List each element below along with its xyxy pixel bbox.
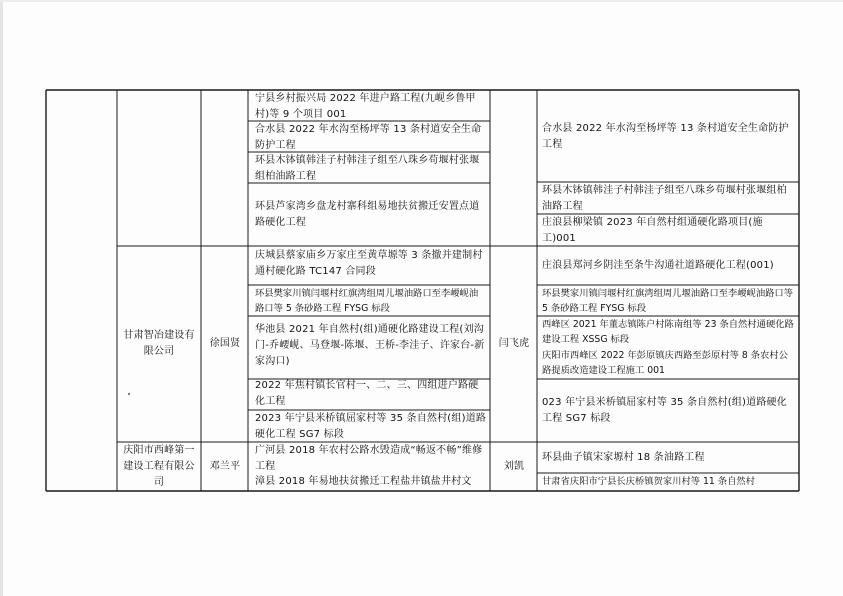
project-name: 023 年宁县米桥镇屈家村等 35 条自然村(组)道路硬化工程 SG7 标段 — [542, 397, 787, 424]
project-cell — [255, 411, 487, 442]
project-cell — [255, 443, 487, 474]
project-name: 环县樊家川镇闫堰村红旗湾组周儿堰油路口至李崾岘油路口等 5 条砂路工程 FYSG 标段 — [542, 288, 794, 314]
reviewer-name — [491, 443, 537, 491]
project-cell — [542, 183, 796, 214]
project-cell — [542, 286, 796, 316]
company-name-text: 甘肃智冶建设有限公司 — [123, 330, 195, 357]
project-cell — [542, 348, 796, 379]
company-name — [121, 246, 197, 442]
project-name: 环县芦家湾乡盘龙村寨科组易地扶贫搬迁安置点道路硬化工程 — [255, 201, 480, 228]
project-name: 西峰区 2021 年董志镇陈户村陈南组等 23 条自然村通硬化路建设工程 XSSG 标段 — [542, 319, 794, 345]
contact-name-text: 邓兰平 — [209, 461, 241, 472]
project-name: 甘肃省庆阳市宁县长庆桥镇贺家川村等 11 条自然村 — [542, 476, 755, 487]
reviewer-name-text: 刘凯 — [503, 461, 525, 472]
project-name: 广河县 2018 年农村公路水毁造成“畅返不畅”维修工程 — [255, 445, 483, 472]
project-cell — [255, 248, 487, 285]
project-cell — [542, 474, 796, 491]
project-cell — [542, 215, 796, 246]
project-cell — [255, 474, 487, 491]
project-name: 庆阳市西峰区 2022 年彭原镇庆西路至彭原村等 8 条农村公路提质改造建设工程施工 001 — [542, 350, 788, 376]
contact-name-text: 徐国贤 — [209, 338, 241, 349]
project-cell — [255, 91, 487, 121]
project-name: 环县樊家川镇闫堰村红旗湾组周儿堰油路口至李崾岘油路口等 5 条砂路工程 FYSG 标段 — [255, 288, 479, 314]
reviewer-name-text: 闫飞虎 — [498, 338, 530, 349]
project-cell — [542, 443, 796, 473]
company-name — [121, 443, 197, 491]
project-cell — [255, 286, 487, 316]
reviewer-name — [491, 246, 537, 442]
project-cell — [255, 153, 487, 183]
project-name: 环县木钵镇韩洼子村韩洼子组至八珠乡苟堰村张堰组柏油路工程 — [542, 185, 787, 212]
project-name: 庄浪县柳梁镇 2023 年自然村组通硬化路项目(施工)001 — [542, 217, 763, 244]
scan-speck — [128, 393, 130, 395]
project-name: 华池县 2021 年自然村(组)通硬化路建设工程(刘沟门-乔崾岘、马登堰-陈堰、王桥-李洼子、许家台-新家沟口) — [255, 324, 485, 367]
company-name-text: 庆阳市西峰第一建设工程有限公司 — [123, 445, 195, 488]
project-name: 宁县乡村振兴局 2022 年进户路工程(九岘乡鲁甲村)等 9 个项目 001 — [255, 93, 476, 120]
project-name: 合水县 2022 年水沟至杨坪等 13 条村道安全生命防护工程 — [542, 122, 789, 150]
project-cell — [542, 317, 796, 348]
project-name: 庄浪县郑河乡阴洼至条牛沟通社道路硬化工程(001) — [542, 260, 774, 271]
project-cell — [542, 380, 796, 442]
project-cell — [255, 184, 487, 246]
project-cell — [255, 380, 487, 410]
contact-name — [202, 246, 248, 442]
project-cell — [255, 322, 487, 379]
contact-name — [202, 443, 248, 491]
project-name: 庆城县蔡家庙乡万家庄至黄草塬等 3 条撤并建制村通村硬化路 TC147 合同段 — [255, 250, 483, 277]
project-cell — [255, 122, 487, 152]
project-name: 2022 年焦村镇长官村一、二、三、四组进户路硬化工程 — [255, 380, 479, 407]
project-cell — [542, 247, 796, 285]
project-name: 环县曲子镇宋家塬村 18 条油路工程 — [542, 452, 705, 463]
project-name: 合水县 2022 年水沟至杨坪等 13 条村道安全生命防护工程 — [255, 124, 482, 151]
project-cell — [542, 91, 796, 182]
project-name: 漳县 2018 年易地扶贫搬迁工程盐井镇盐井村文 — [255, 476, 472, 487]
project-name: 环县木钵镇韩洼子村韩洼子组至八珠乡苟堰村张堰组柏油路工程 — [255, 155, 480, 182]
project-name: 2023 年宁县米桥镇屈家村等 35 条自然村(组)道路硬化工程 SG7 标段 — [255, 413, 487, 440]
